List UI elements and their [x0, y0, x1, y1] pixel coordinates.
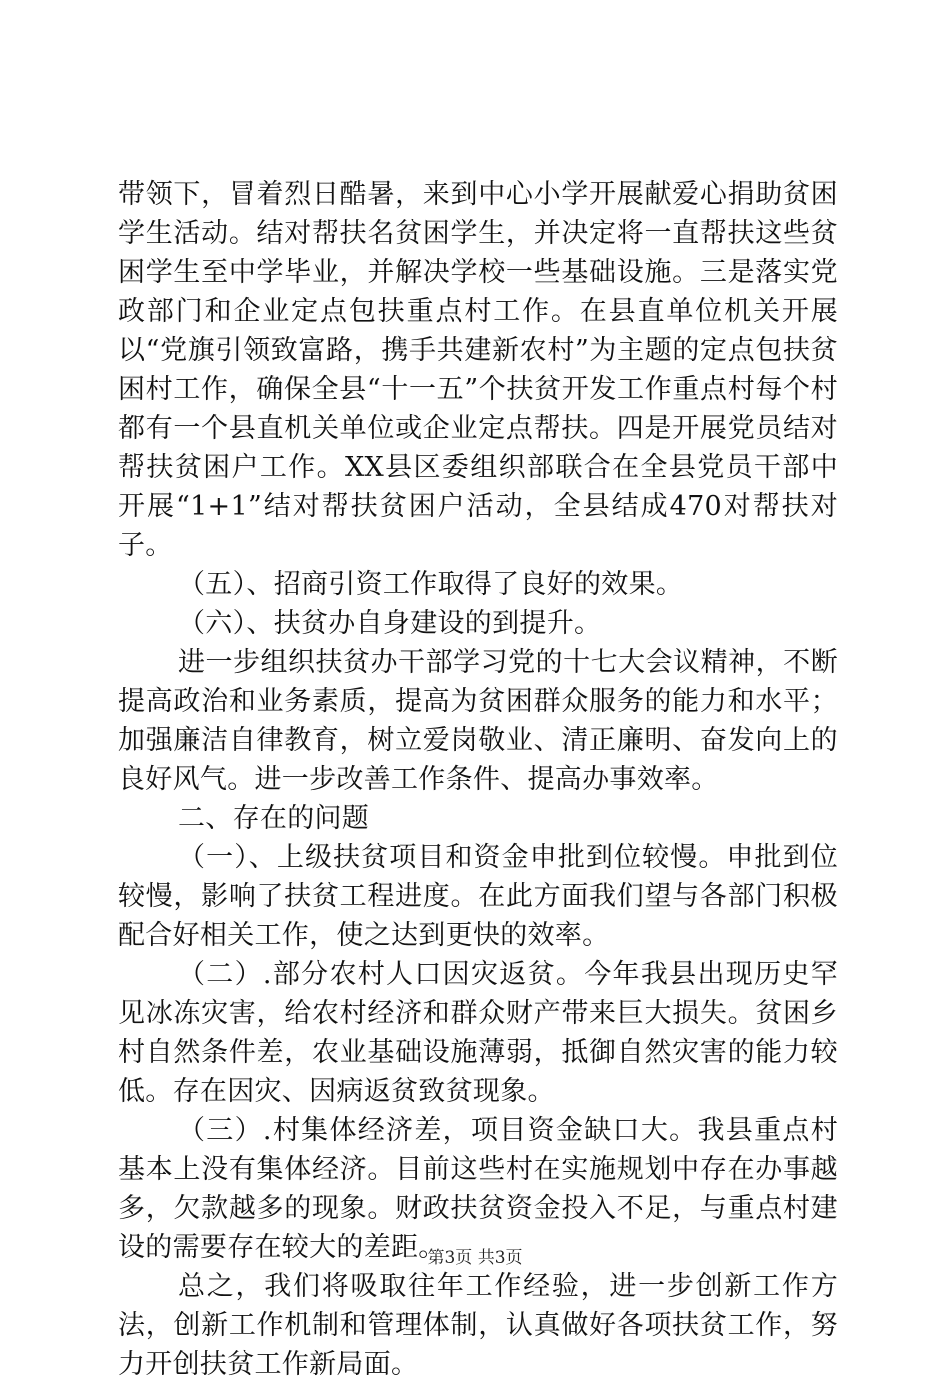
document-body	[118, 175, 838, 1384]
paragraph-section-six: （六）、扶贫办自身建设的到提升。	[178, 608, 602, 639]
paragraph-problem-two: （二）.部分农村人口因灾返贫。今年我县出现历史罕见冰冻灾害，给农村经济和群众财产带来巨大损失。贫困乡村自然条件差，农业基础设施薄弱，抵御自然灾害的能力较低。存在因灾、因病返贫致贫现象。	[118, 959, 838, 1107]
paragraph-problem-three: （三）.村集体经济差，项目资金缺口大。我县重点村基本上没有集体经济。目前这些村在实施规划中存在办事越多，欠款越多的现象。财政扶贫资金投入不足，与重点村建设的需要存在较大的差距。	[118, 1115, 838, 1263]
page-number-label: 第3页 共3页	[427, 1248, 523, 1268]
paragraph-section-five: （五）、招商引资工作取得了良好的效果。	[178, 569, 684, 600]
paragraph-problem-one: （一）、上级扶贫项目和资金申批到位较慢。申批到位较慢，影响了扶贫工程进度。在此方面我们望与各部门积极配合好相关工作，使之达到更快的效率。	[118, 842, 838, 951]
paragraph-conclusion: 总之，我们将吸取往年工作经验，进一步创新工作方法，创新工作机制和管理体制，认真做好各项扶贫工作，努力开创扶贫工作新局面。	[118, 1271, 838, 1380]
heading-existing-problems: 二、存在的问题	[178, 803, 370, 834]
page-footer	[0, 1247, 950, 1269]
paragraph-continuation: 带领下，冒着烈日酷暑，来到中心小学开展献爱心捐助贫困学生活动。结对帮扶名贫困学生，并决定将一直帮扶这些贫困学生至中学毕业，并解决学校一些基础设施。三是落实党政部门和企业定点包扶重点村工作。在县直单位机关开展以“党旗引领致富路，携手共建新农村”为主题的定点包扶贫困村工作，确保全县“十一五”个扶贫开发工作重点村每个村都有一个县直机关单位或企业定点帮扶。四是开展党员结对帮扶贫困户工作。XX县区委组织部联合在全县党员干部中开展“1+1”结对帮扶贫困户活动，全县结成470对帮扶对子。	[118, 179, 838, 561]
paragraph-self-building: 进一步组织扶贫办干部学习党的十七大会议精神，不断提高政治和业务素质，提高为贫困群众服务的能力和水平；加强廉洁自律教育，树立爱岗敬业、清正廉明、奋发向上的良好风气。进一步改善工作条件、提高办事效率。	[118, 647, 838, 795]
